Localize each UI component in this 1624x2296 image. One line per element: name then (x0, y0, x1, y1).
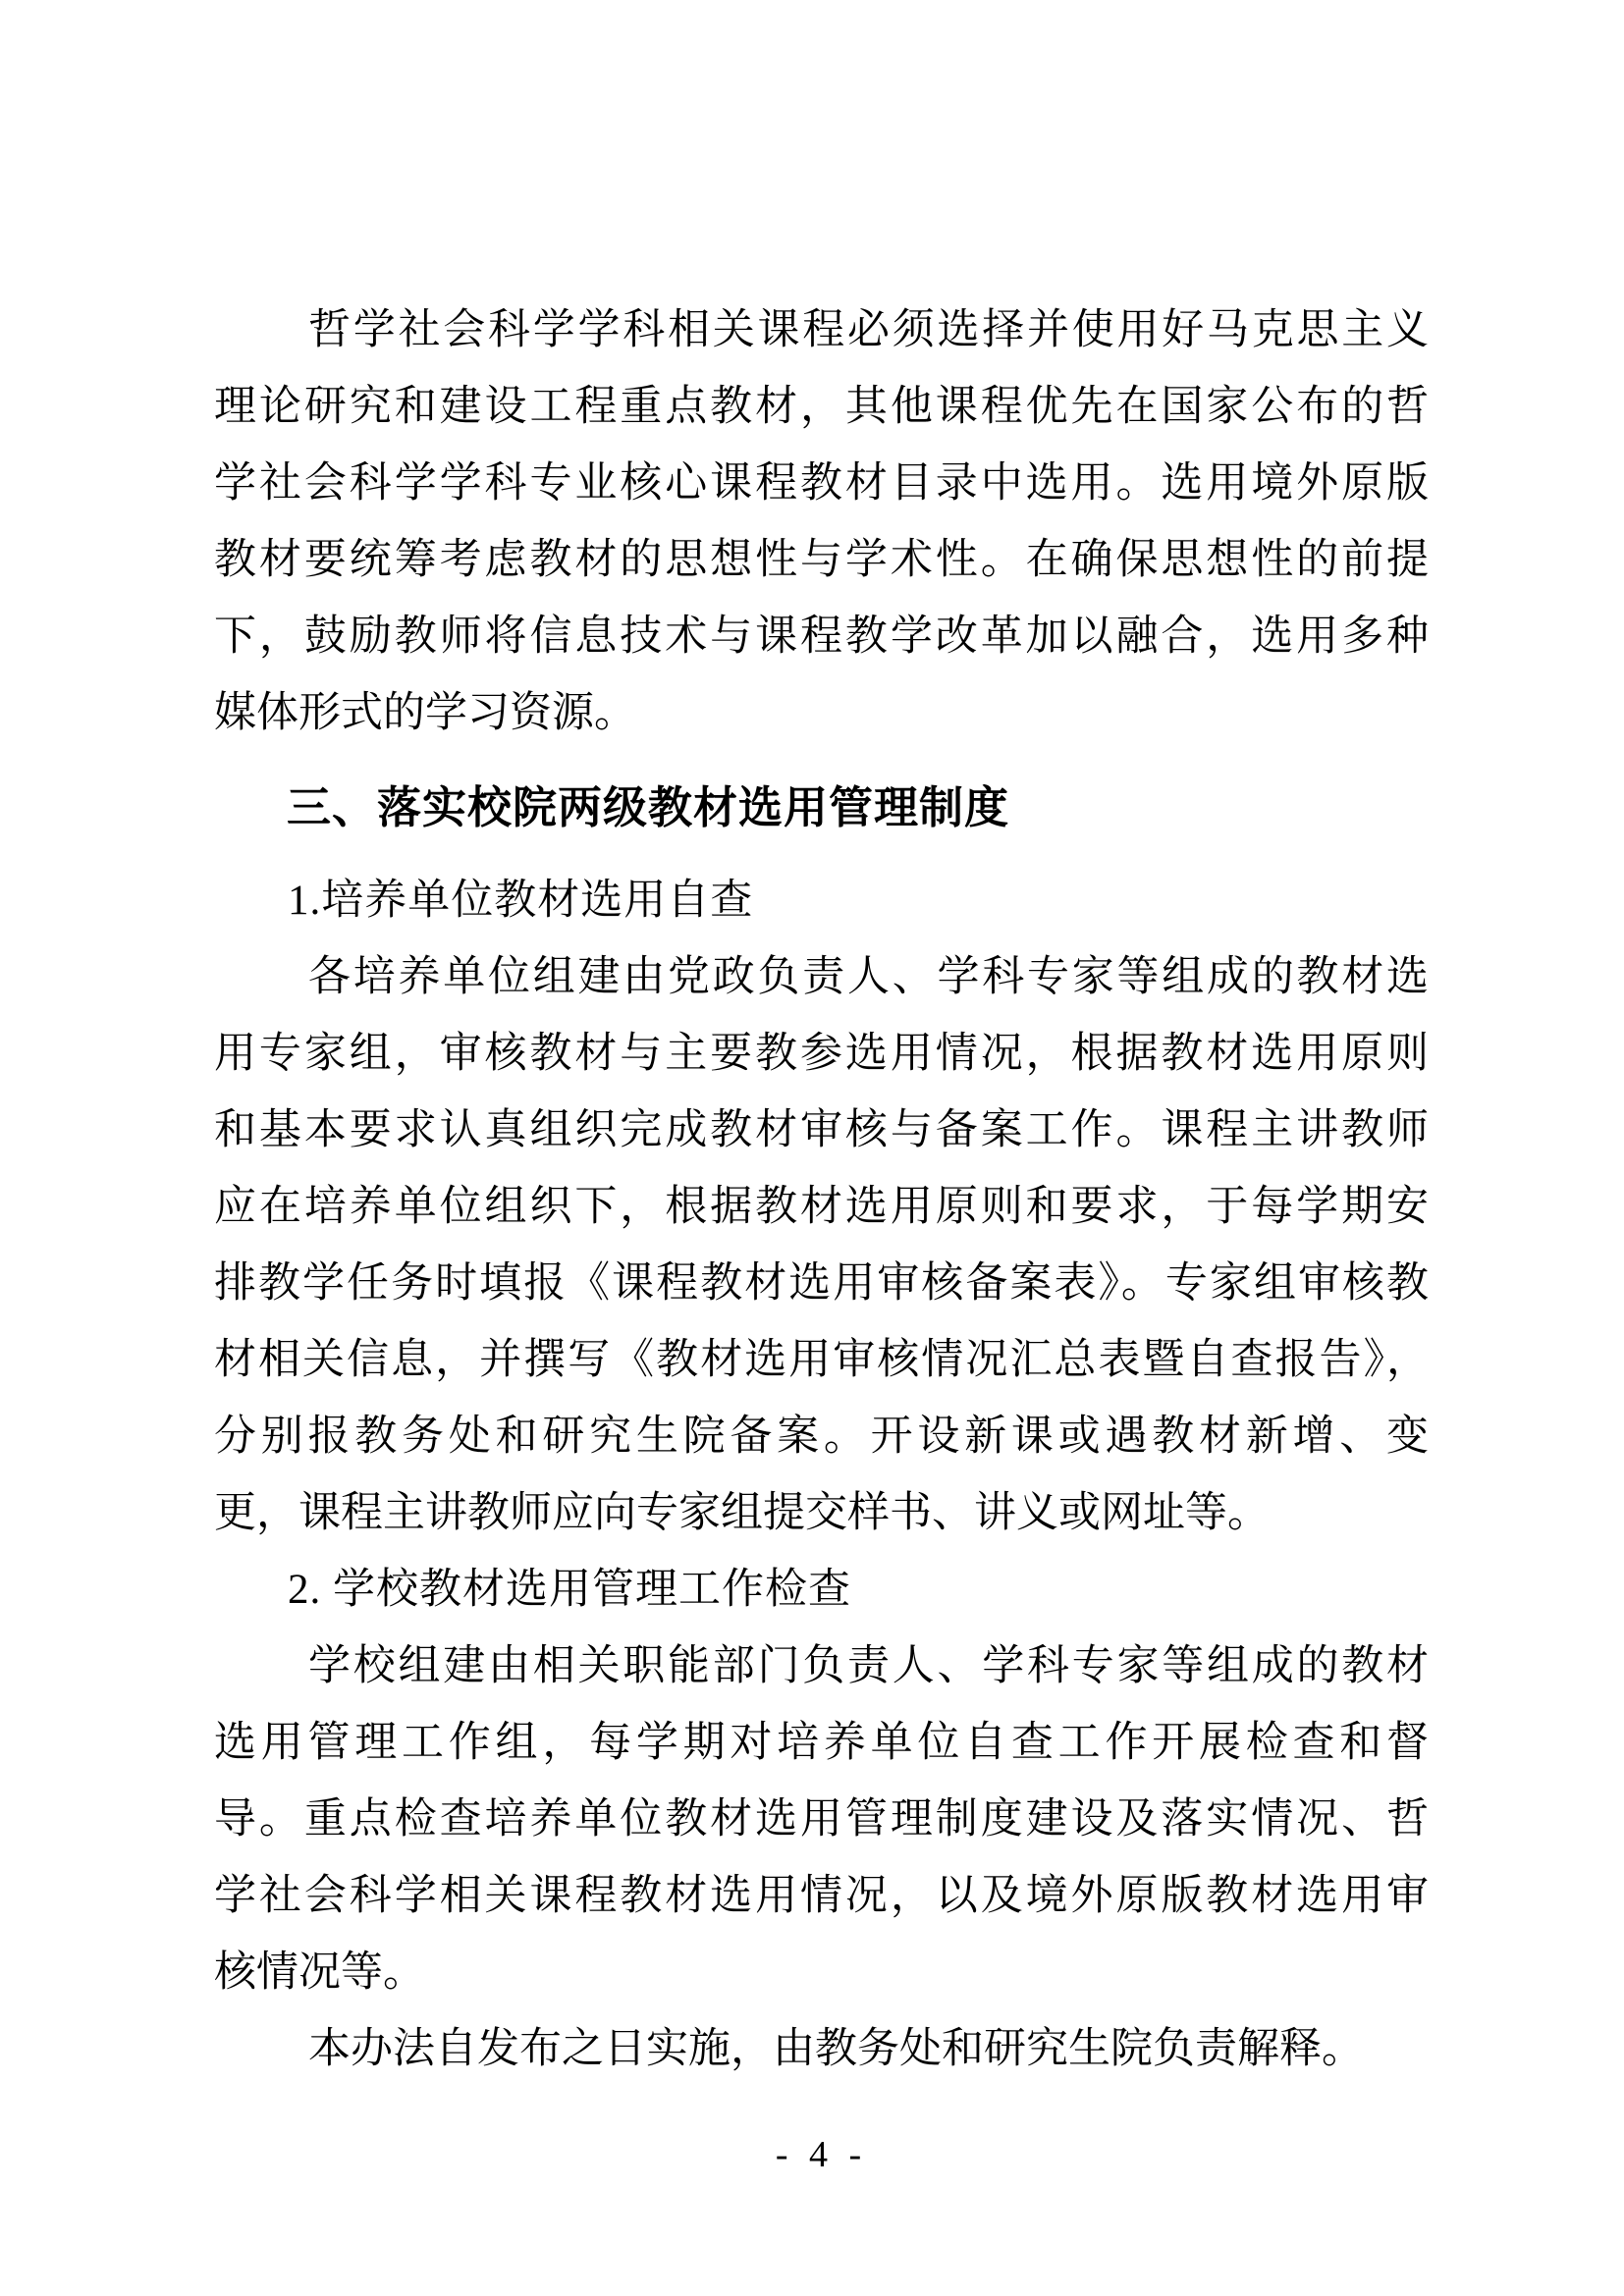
text-line: 哲学社会科学学科相关课程必须选择并使用好马克思主义 (308, 307, 1429, 353)
text-line: 和基本要求认真组织完成教材审核与备案工作。课程主讲教师 (214, 1107, 1429, 1153)
subsection-heading-1: 1.培养单位教材选用自查 (288, 878, 754, 924)
text-line: 导。重点检查培养单位教材选用管理制度建设及落实情况、哲 (214, 1796, 1429, 1842)
text-line: 各培养单位组建由党政负责人、学科专家等组成的教材选 (308, 954, 1429, 1000)
paragraph-school-inspection (214, 1629, 1429, 2011)
section-heading: 三、落实校院两级教材选用管理制度 (287, 782, 1010, 832)
text-line: 教材要统筹考虑教材的思想性与学术性。在确保思想性的前提 (214, 537, 1429, 583)
text-line: 下，鼓励教师将信息技术与课程教学改革加以融合，选用多种 (214, 614, 1429, 660)
paragraph-unit-self-check (214, 939, 1429, 1552)
paragraph-implementation (214, 2011, 1429, 2088)
text-line: 材相关信息，并撰写《教材选用审核情况汇总表暨自查报告》， (214, 1337, 1429, 1383)
text-line: 学社会科学相关课程教材选用情况，以及境外原版教材选用审 (214, 1873, 1429, 1919)
page-number: - 4 - (775, 2134, 868, 2175)
text-line: 排教学任务时填报《课程教材选用审核备案表》。专家组审核教 (214, 1260, 1429, 1307)
text-line: 学社会科学学科专业核心课程教材目录中选用。选用境外原版 (214, 460, 1429, 507)
paragraph-intro (214, 293, 1429, 752)
text-line: 用专家组，审核教材与主要教参选用情况，根据教材选用原则 (214, 1031, 1429, 1077)
text-line: 理论研究和建设工程重点教材，其他课程优先在国家公布的哲 (214, 384, 1429, 430)
text-line: 核情况等。 (214, 1949, 425, 1996)
text-line: 分别报教务处和研究生院备案。开设新课或遇教材新增、变 (214, 1414, 1429, 1460)
text-line: 学校组建由相关职能部门负责人、学科专家等组成的教材 (308, 1643, 1429, 1689)
text-line: 媒体形式的学习资源。 (214, 690, 636, 736)
text-line: 应在培养单位组织下，根据教材选用原则和要求，于每学期安 (214, 1184, 1429, 1230)
subsection-heading-2: 2. 学校教材选用管理工作检查 (288, 1567, 851, 1613)
text-line: 更，课程主讲教师应向专家组提交样书、讲义或网址等。 (214, 1490, 1270, 1536)
text-line: 本办法自发布之日实施，由教务处和研究生院负责解释。 (308, 2026, 1364, 2072)
text-line: 选用管理工作组，每学期对培养单位自查工作开展检查和督 (214, 1720, 1429, 1766)
